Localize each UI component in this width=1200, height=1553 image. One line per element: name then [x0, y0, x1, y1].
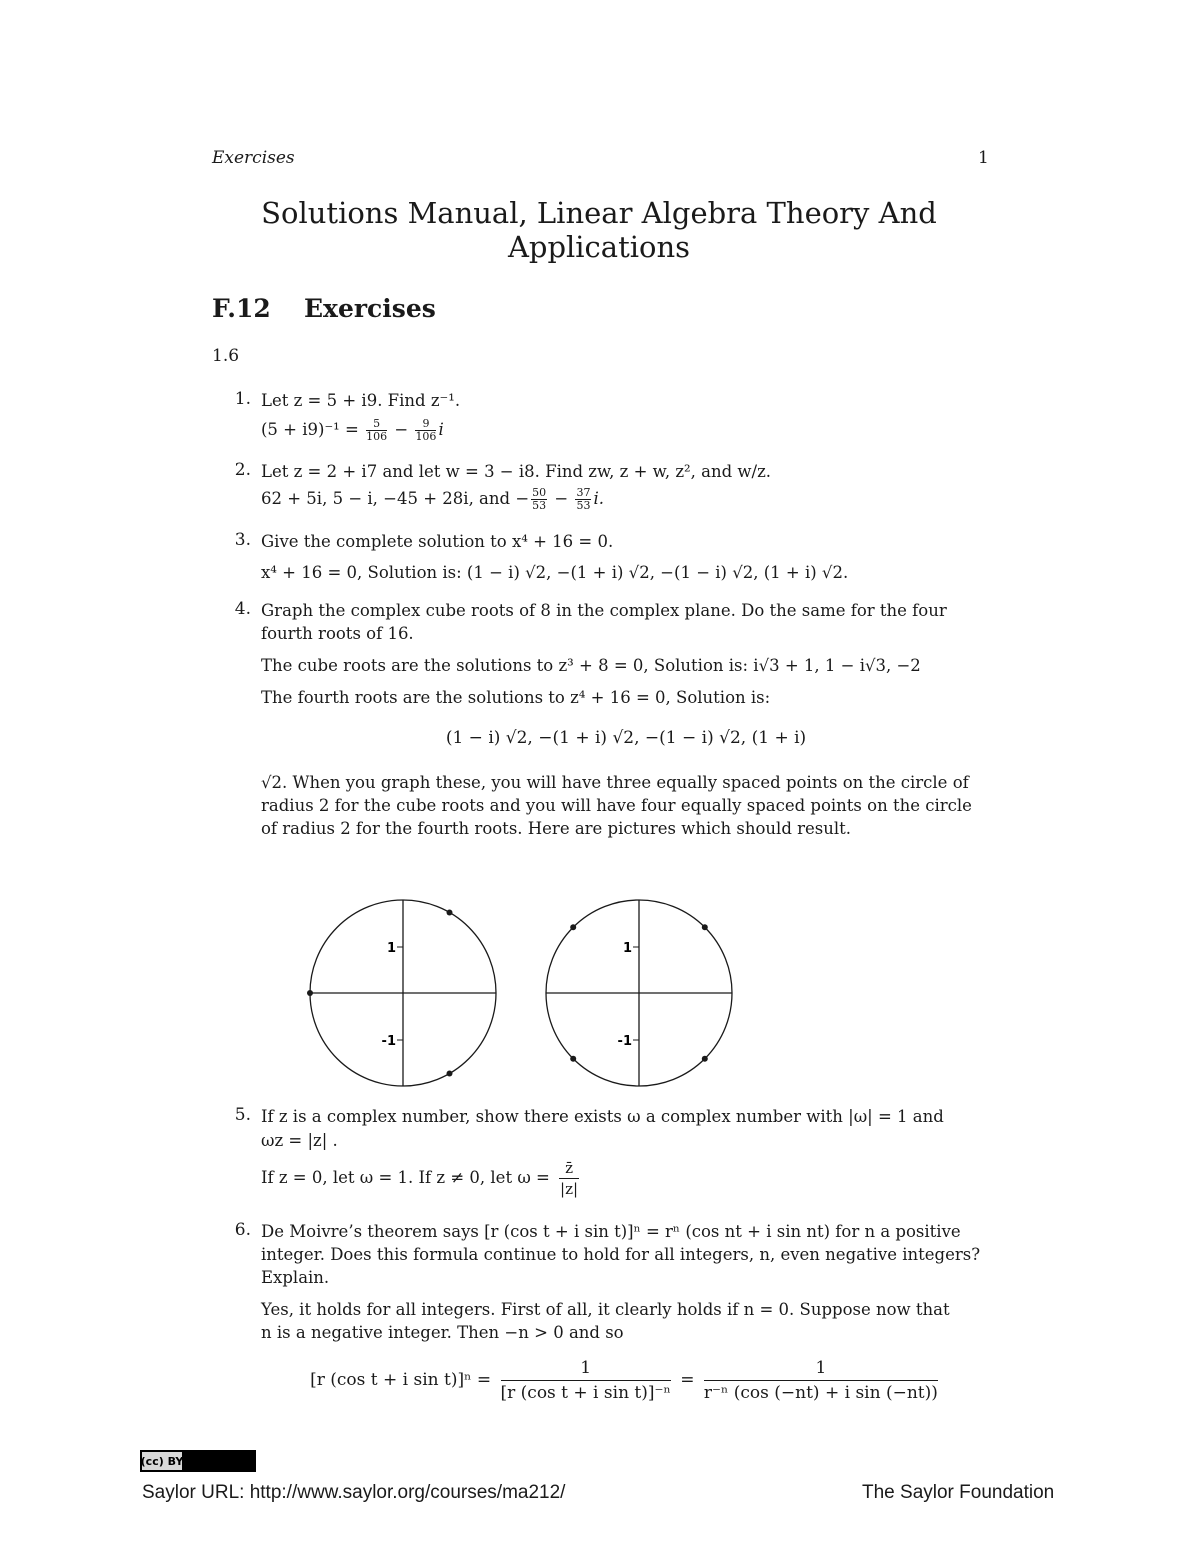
- exercise-answer-line: Yes, it holds for all integers. First of all, it clearly holds if n = 0. Suppose now that: [261, 1300, 950, 1319]
- fraction-numerator: 1: [704, 1356, 938, 1381]
- item-number: 4.: [234, 599, 251, 619]
- item-number: 5.: [234, 1105, 251, 1125]
- display-equation: [261, 1356, 991, 1405]
- cube-root-point: [447, 910, 453, 916]
- item-number: 2.: [234, 460, 251, 480]
- fourth-root-point: [570, 924, 576, 930]
- fraction: [704, 1356, 938, 1405]
- exercise-question: Let z = 5 + i9. Find z⁻¹.: [261, 391, 461, 410]
- fourth-roots-graph: [546, 900, 732, 1086]
- fraction: [559, 1158, 579, 1199]
- running-header-title: Exercises: [212, 148, 295, 168]
- answer-suffix: i.: [593, 489, 605, 508]
- cube-root-point: [447, 1071, 453, 1077]
- footer-organization: The Saylor Foundation: [862, 1482, 1055, 1503]
- exercise-question-line: Graph the complex cube roots of 8 in the complex plane. Do the same for the four: [261, 601, 947, 620]
- fraction-numerator: 9: [415, 418, 436, 431]
- document-title: [212, 196, 986, 264]
- subsection-number: 1.6: [212, 346, 240, 366]
- exercise-answer: [261, 1158, 991, 1199]
- fraction-numerator: 5: [366, 418, 387, 431]
- cube-roots-graph: [307, 900, 496, 1086]
- item-number: 6.: [234, 1220, 251, 1240]
- equals-sign: =: [680, 1370, 695, 1390]
- exercise-answer-line: n is a negative integer. Then −n > 0 and so: [261, 1323, 624, 1342]
- tick-label-negative: -1: [381, 1034, 396, 1049]
- minus-sign: −: [394, 420, 409, 439]
- fraction: [501, 1356, 671, 1405]
- minus-sign: −: [554, 489, 569, 508]
- fourth-root-point: [570, 1056, 576, 1062]
- cc-badge-text: (cc) BY: [140, 1455, 184, 1468]
- fraction-denominator: r⁻ⁿ (cos (−nt) + i sin (−nt)): [703, 1383, 938, 1403]
- fraction: [531, 487, 547, 512]
- fraction: [366, 418, 387, 443]
- fraction-denominator: 106: [366, 430, 388, 443]
- cube-root-point: [307, 990, 313, 996]
- section-number: F.12: [212, 294, 271, 323]
- answer-text: 62 + 5i, 5 − i, −45 + 28i, and −: [261, 489, 530, 508]
- cc-by-icon: [140, 1450, 256, 1472]
- exercise-question-line: De Moivre’s theorem says [r (cos t + i sin t)]ⁿ = rⁿ (cos nt + i sin nt) for n a positive: [261, 1222, 961, 1241]
- fraction-denominator: 53: [576, 499, 591, 512]
- exercise-question: Let z = 2 + i7 and let w = 3 − i8. Find zw, z + w, z², and w/z.: [261, 462, 772, 481]
- fourth-root-point: [702, 1056, 708, 1062]
- fraction-denominator: 53: [532, 499, 547, 512]
- title-line-2: Applications: [507, 230, 691, 264]
- item-number: 3.: [234, 530, 251, 550]
- answer-text: (5 + i9)⁻¹ =: [261, 420, 359, 439]
- exercise-question-line: Explain.: [261, 1268, 330, 1287]
- tick-label-positive: 1: [386, 941, 396, 956]
- exercise-answer: [261, 418, 991, 443]
- exercise-answer-line: The cube roots are the solutions to z³ + 8 = 0, Solution is: i√3 + 1, 1 − i√3, −2: [261, 656, 921, 675]
- exercise-question-line: ωz = |z| .: [261, 1131, 338, 1150]
- fraction-denominator: 106: [415, 430, 437, 443]
- exercise-answer-line: The fourth roots are the solutions to z⁴ + 16 = 0, Solution is:: [261, 688, 771, 707]
- exercise-answer-line: √2. When you graph these, you will have three equally spaced points on the circle of: [261, 773, 969, 792]
- answer-suffix: i: [438, 420, 444, 439]
- page-number: 1: [978, 148, 989, 168]
- fraction-denominator: |z|: [560, 1180, 579, 1198]
- tick-label-negative: -1: [617, 1034, 632, 1049]
- fraction-denominator: [r (cos t + i sin t)]⁻ⁿ: [500, 1383, 671, 1403]
- section-heading: [212, 294, 436, 323]
- item-number: 1.: [234, 389, 251, 409]
- exercise-answer-line: of radius 2 for the fourth roots. Here are pictures which should result.: [261, 819, 852, 838]
- fraction: [575, 487, 591, 512]
- fraction-numerator: 37: [576, 486, 591, 499]
- title-line-1: Solutions Manual, Linear Algebra Theory And: [261, 196, 937, 230]
- exercise-question-line: integer. Does this formula continue to hold for all integers, n, even negative integers?: [261, 1245, 981, 1264]
- equation-lhs: [r (cos t + i sin t)]ⁿ =: [310, 1370, 492, 1390]
- exercise-answer-line: radius 2 for the cube roots and you will have four equally spaced points on the circle: [261, 796, 972, 815]
- exercise-answer: x⁴ + 16 = 0, Solution is: (1 − i) √2, −(1 + i) √2, −(1 − i) √2, (1 + i) √2.: [261, 563, 849, 582]
- exercise-question: Give the complete solution to x⁴ + 16 = 0.: [261, 532, 614, 551]
- fraction-numerator: 50: [532, 486, 547, 499]
- section-name: Exercises: [304, 294, 436, 323]
- root-graphs: [300, 895, 750, 1095]
- cc-license-badge: [140, 1450, 256, 1472]
- fraction-numerator: z̄: [559, 1158, 579, 1179]
- fourth-root-point: [702, 924, 708, 930]
- footer-url: Saylor URL: http://www.saylor.org/courses/ma212/: [142, 1482, 566, 1503]
- display-equation: (1 − i) √2, −(1 + i) √2, −(1 − i) √2, (1 + i): [445, 728, 807, 748]
- fraction-numerator: 1: [501, 1356, 671, 1381]
- exercise-question-line: fourth roots of 16.: [261, 624, 414, 643]
- exercise-answer: [261, 487, 991, 512]
- answer-text: If z = 0, let ω = 1. If z ≠ 0, let ω =: [261, 1168, 550, 1187]
- exercise-question-line: If z is a complex number, show there exists ω a complex number with |ω| = 1 and: [261, 1107, 944, 1126]
- fraction: [415, 418, 436, 443]
- tick-label-positive: 1: [622, 941, 632, 956]
